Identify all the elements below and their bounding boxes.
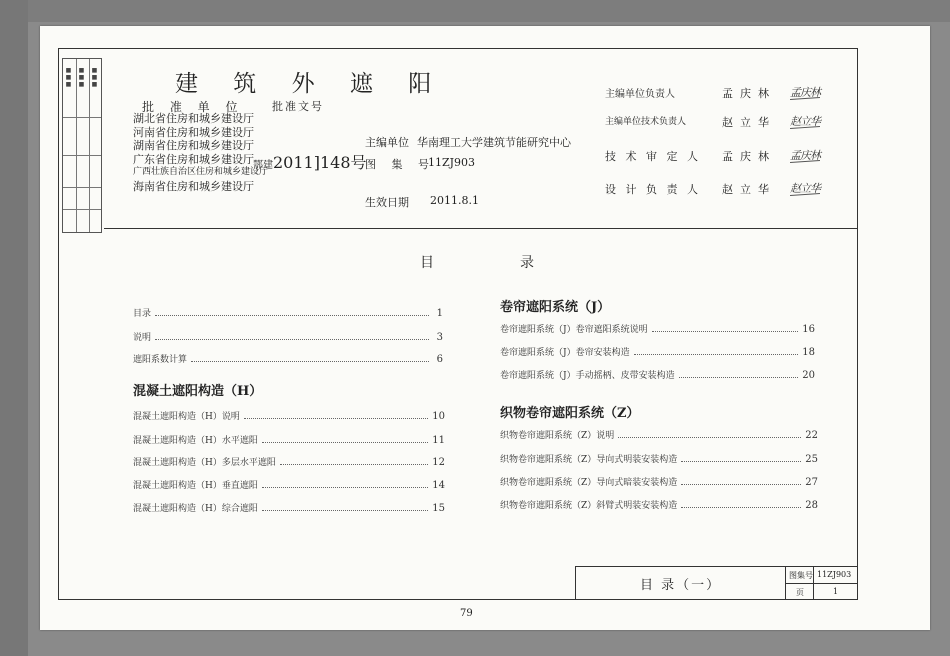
signature: 赵立华	[790, 115, 820, 128]
title-block-atlas-value: 11ZJ903	[817, 570, 852, 579]
header-divider	[104, 228, 858, 229]
toc-entry-page: 6	[436, 354, 443, 365]
toc-section-heading: 织物卷帘遮阳系统（Z）	[500, 406, 640, 421]
toc-entry[interactable]	[500, 345, 815, 358]
toc-entry-page: 28	[805, 500, 818, 511]
editor-unit-label: 主编单位	[365, 136, 409, 149]
toc-entry[interactable]	[133, 409, 445, 422]
toc-entry[interactable]	[500, 452, 818, 465]
scan-border-left	[0, 0, 28, 656]
toc-entry[interactable]	[500, 368, 815, 381]
toc-entry-page: 3	[436, 332, 443, 343]
toc-entry-page: 25	[805, 454, 818, 465]
title-block-divider	[785, 583, 858, 584]
approval-prefix: 鄂建	[253, 160, 273, 171]
person-name: 孟庆林	[722, 87, 776, 100]
approval-number-value: 2011]148号	[273, 153, 367, 172]
toc-entry[interactable]	[133, 352, 443, 365]
scan-border-top	[0, 0, 950, 22]
toc-entry[interactable]	[133, 478, 445, 491]
effective-date: 2011.8.1	[430, 194, 479, 207]
toc-entry-label: 目录	[133, 309, 152, 319]
person-role: 主编单位负责人	[605, 89, 675, 100]
toc-entry-label: 卷帘遮阳系统（J）卷帘安装构造	[500, 348, 630, 358]
toc-entry-page: 22	[805, 430, 818, 441]
effective-date-label: 生效日期	[365, 196, 409, 209]
toc-entry-page: 12	[432, 457, 445, 468]
toc-entry-label: 遮阳系数计算	[133, 355, 188, 365]
toc-entry-label: 混凝土遮阳构造（H）水平遮阳	[133, 436, 258, 446]
toc-entry-label: 织物卷帘遮阳系统（Z）导向式暗装安装构造	[500, 478, 678, 488]
toc-title-right: 录	[520, 255, 534, 271]
toc-entry[interactable]	[500, 475, 818, 488]
authority-item: 湖南省住房和城乡建设厅	[133, 139, 254, 153]
document-title: 建 筑 外 遮 阳	[175, 71, 446, 97]
person-name: 赵立华	[722, 183, 776, 196]
toc-entry[interactable]	[133, 433, 445, 446]
toc-entry-page: 20	[802, 370, 815, 381]
toc-section-heading: 卷帘遮阳系统（J）	[500, 300, 611, 315]
approval-number	[253, 150, 367, 173]
person-role: 技 术 审 定 人	[605, 150, 701, 163]
title-block-page-value: 1	[833, 587, 839, 596]
toc-entry[interactable]	[133, 501, 445, 514]
toc-entry-page: 18	[802, 347, 815, 358]
signature: 孟庆林	[790, 149, 820, 162]
authority-list	[133, 112, 268, 194]
toc-entry[interactable]	[133, 306, 443, 319]
toc-entry-label: 混凝土遮阳构造（H）垂直遮阳	[133, 481, 258, 491]
page-number: 79	[460, 608, 473, 619]
toc-entry-page: 10	[432, 411, 445, 422]
toc-entry-page: 16	[802, 324, 815, 335]
toc-entry[interactable]	[500, 498, 818, 511]
person-name: 赵立华	[722, 116, 776, 129]
toc-entry-label: 混凝土遮阳构造（H）多层水平遮阳	[133, 458, 276, 468]
signature: 孟庆林	[790, 86, 820, 99]
person-role: 主编单位技术负责人	[605, 117, 687, 127]
toc-entry-label: 织物卷帘遮阳系统（Z）说明	[500, 431, 615, 441]
authority-item: 广东省住房和城乡建设厅	[133, 152, 254, 166]
toc-entry-page: 1	[436, 308, 443, 319]
toc-entry[interactable]	[500, 428, 818, 441]
toc-entry-label: 卷帘遮阳系统（J）卷帘遮阳系统说明	[500, 325, 648, 335]
title-block-atlas-label: 图集号	[789, 571, 813, 580]
toc-entry-label: 卷帘遮阳系统（J）手动摇柄、皮带安装构造	[500, 371, 675, 381]
toc-entry[interactable]	[133, 455, 445, 468]
toc-entry-page: 14	[432, 480, 445, 491]
toc-entry[interactable]	[133, 330, 443, 343]
editor-unit: 华南理工大学建筑节能研究中心	[417, 136, 571, 149]
toc-section-heading: 混凝土遮阳构造（H）	[133, 384, 263, 399]
authority-item: 广西壮族自治区住房和城乡建设厅	[133, 167, 269, 178]
toc-title-left: 目	[420, 255, 434, 271]
approve-unit-label: 批 准 单 位	[142, 100, 244, 114]
person-name: 孟庆林	[722, 150, 776, 163]
toc-entry-label: 织物卷帘遮阳系统（Z）斜臂式明装安装构造	[500, 501, 678, 511]
toc-entry-label: 说明	[133, 333, 152, 343]
toc-entry-label: 混凝土遮阳构造（H）说明	[133, 412, 240, 422]
authority-item: 河南省住房和城乡建设厅	[133, 125, 254, 139]
atlas-number-label: 图 集 号	[365, 158, 435, 171]
authority-item: 海南省住房和城乡建设厅	[133, 179, 254, 193]
toc-entry-page: 11	[432, 435, 445, 446]
toc-entry-label: 织物卷帘遮阳系统（Z）导向式明装安装构造	[500, 455, 678, 465]
person-role: 设 计 负 责 人	[605, 183, 701, 196]
title-block-page-label: 页	[796, 588, 804, 597]
toc-entry-page: 27	[805, 477, 818, 488]
toc-entry[interactable]	[500, 322, 815, 335]
toc-entry-page: 15	[432, 503, 445, 514]
authority-item: 湖北省住房和城乡建设厅	[133, 112, 254, 125]
toc-entry-label: 混凝土遮阳构造（H）综合遮阳	[133, 504, 258, 514]
side-signature-strip: ■■■ ■■■ ■■■	[62, 58, 102, 233]
title-block-title: 目 录（一）	[640, 578, 722, 593]
approve-doc-label: 批准文号	[272, 100, 324, 113]
atlas-number: 11ZJ903	[428, 156, 476, 169]
signature: 赵立华	[790, 182, 820, 195]
